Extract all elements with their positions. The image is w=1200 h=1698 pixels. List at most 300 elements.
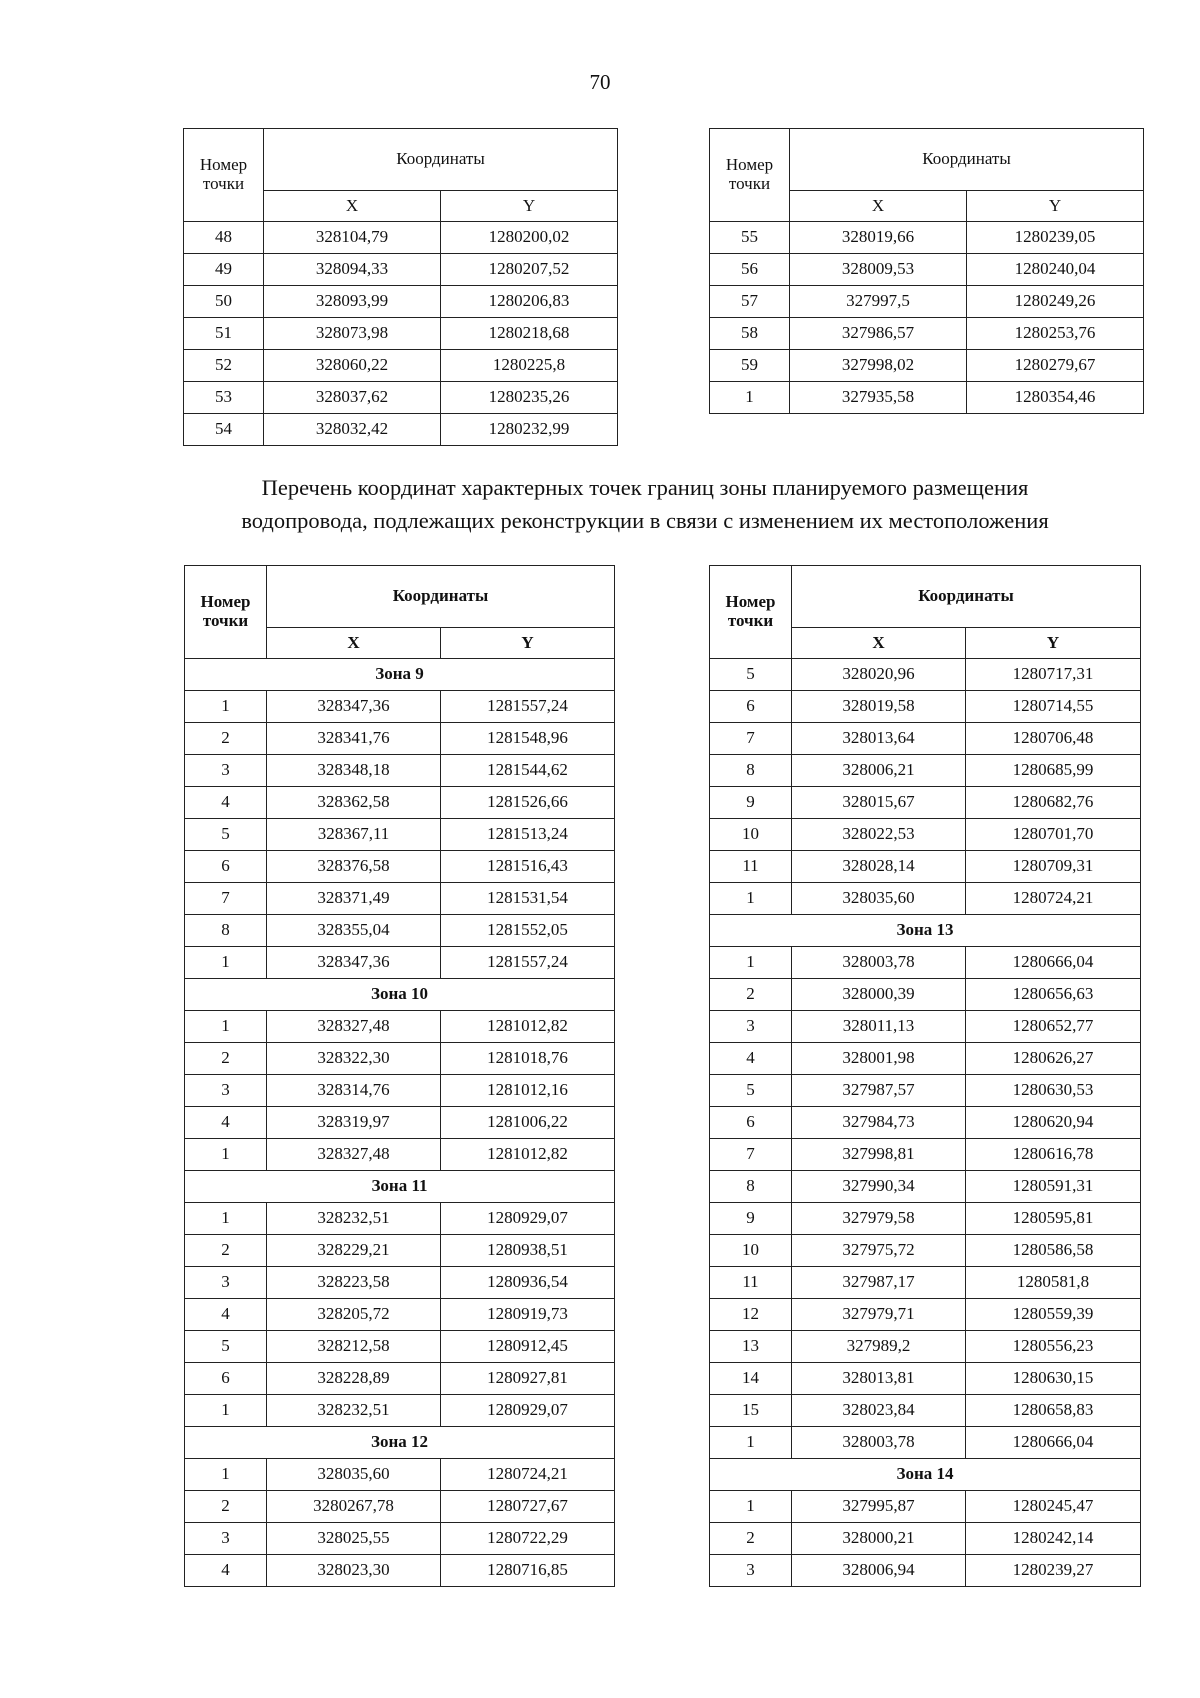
section-heading xyxy=(150,471,1140,537)
y-coordinate-cell: 1280354,46 xyxy=(967,382,1144,414)
point-number-header-line1: Номер xyxy=(725,155,774,175)
y-coordinate-cell: 1280724,21 xyxy=(441,1459,615,1491)
y-coordinate-cell: 1280706,48 xyxy=(966,723,1141,755)
table-row xyxy=(185,1299,615,1331)
table-row xyxy=(185,787,615,819)
y-header: Y xyxy=(441,191,618,222)
y-coordinate-cell: 1281526,66 xyxy=(441,787,615,819)
y-coordinate-cell: 1281544,62 xyxy=(441,755,615,787)
y-coordinate-cell: 1280591,31 xyxy=(966,1171,1141,1203)
point-number-cell: 11 xyxy=(710,1267,792,1299)
y-coordinate-cell: 1280929,07 xyxy=(441,1395,615,1427)
point-number-cell: 49 xyxy=(184,254,264,286)
table-row xyxy=(710,883,1141,915)
x-coordinate-cell: 327986,57 xyxy=(790,318,967,350)
x-coordinate-cell: 328376,58 xyxy=(267,851,441,883)
table-row xyxy=(710,1139,1141,1171)
y-coordinate-cell: 1280559,39 xyxy=(966,1299,1141,1331)
point-number-cell: 2 xyxy=(710,1523,792,1555)
table-row xyxy=(185,1139,615,1171)
y-coordinate-cell: 1281513,24 xyxy=(441,819,615,851)
point-number-cell: 59 xyxy=(710,350,790,382)
y-coordinate-cell: 1280225,8 xyxy=(441,350,618,382)
page-number: 70 xyxy=(589,70,611,94)
y-coordinate-cell: 1280620,94 xyxy=(966,1107,1141,1139)
y-coordinate-cell: 1280206,83 xyxy=(441,286,618,318)
table-row xyxy=(710,1267,1141,1299)
point-number-cell: 54 xyxy=(184,414,264,446)
table-row xyxy=(184,382,618,414)
table-row xyxy=(710,1363,1141,1395)
point-number-header xyxy=(184,129,264,222)
point-number-cell: 14 xyxy=(710,1363,792,1395)
y-coordinate-cell: 1280652,77 xyxy=(966,1011,1141,1043)
x-coordinate-cell: 327979,71 xyxy=(792,1299,966,1331)
point-number-cell: 58 xyxy=(710,318,790,350)
x-coordinate-cell: 328232,51 xyxy=(267,1395,441,1427)
point-number-cell: 5 xyxy=(710,659,792,691)
point-number-cell: 13 xyxy=(710,1331,792,1363)
y-coordinate-cell: 1281012,82 xyxy=(441,1139,615,1171)
y-coordinate-cell: 1280207,52 xyxy=(441,254,618,286)
table-row xyxy=(185,1203,615,1235)
x-coordinate-cell: 327984,73 xyxy=(792,1107,966,1139)
point-number-cell: 8 xyxy=(710,1171,792,1203)
coordinates-header: Координаты xyxy=(264,129,618,191)
table-row xyxy=(710,222,1144,254)
y-coordinate-cell: 1280912,45 xyxy=(441,1331,615,1363)
table-row xyxy=(710,286,1144,318)
point-number-cell: 4 xyxy=(185,1107,267,1139)
point-number-cell: 2 xyxy=(185,1235,267,1267)
zone-label: Зона 11 xyxy=(185,1171,615,1203)
point-number-cell: 1 xyxy=(710,947,792,979)
y-coordinate-cell: 1281012,16 xyxy=(441,1075,615,1107)
point-number-cell: 6 xyxy=(710,1107,792,1139)
y-coordinate-cell: 1280616,78 xyxy=(966,1139,1141,1171)
table-row xyxy=(710,318,1144,350)
x-coordinate-cell: 328019,58 xyxy=(792,691,966,723)
table-row xyxy=(184,350,618,382)
x-coordinate-cell: 328060,22 xyxy=(264,350,441,382)
point-number-cell: 2 xyxy=(185,1043,267,1075)
point-number-cell: 9 xyxy=(710,787,792,819)
point-number-cell: 1 xyxy=(185,1395,267,1427)
table-row xyxy=(710,979,1141,1011)
y-coordinate-cell: 1280239,27 xyxy=(966,1555,1141,1587)
point-number-cell: 6 xyxy=(185,1363,267,1395)
point-number-cell: 8 xyxy=(185,915,267,947)
x-coordinate-cell: 328347,36 xyxy=(267,947,441,979)
point-number-cell: 51 xyxy=(184,318,264,350)
point-number-cell: 48 xyxy=(184,222,264,254)
x-coordinate-cell: 328232,51 xyxy=(267,1203,441,1235)
point-number-cell: 11 xyxy=(710,851,792,883)
y-coordinate-cell: 1281557,24 xyxy=(441,691,615,723)
zone-label: Зона 10 xyxy=(185,979,615,1011)
y-coordinate-cell: 1280630,53 xyxy=(966,1075,1141,1107)
x-coordinate-cell: 328032,42 xyxy=(264,414,441,446)
y-coordinate-cell: 1280249,26 xyxy=(967,286,1144,318)
zone-row xyxy=(710,1459,1141,1491)
x-coordinate-cell: 328073,98 xyxy=(264,318,441,350)
point-number-cell: 1 xyxy=(710,382,790,414)
y-coordinate-cell: 1280240,04 xyxy=(967,254,1144,286)
point-number-cell: 57 xyxy=(710,286,790,318)
point-number-header-line2: точки xyxy=(202,174,245,193)
x-coordinate-cell: 328006,21 xyxy=(792,755,966,787)
point-number-cell: 10 xyxy=(710,819,792,851)
x-coordinate-cell: 328093,99 xyxy=(264,286,441,318)
point-number-cell: 12 xyxy=(710,1299,792,1331)
point-number-cell: 1 xyxy=(185,1139,267,1171)
x-coordinate-cell: 327998,81 xyxy=(792,1139,966,1171)
y-coordinate-cell: 1280581,8 xyxy=(966,1267,1141,1299)
x-coordinate-cell: 328371,49 xyxy=(267,883,441,915)
table-row xyxy=(710,755,1141,787)
point-number-cell: 5 xyxy=(185,819,267,851)
x-coordinate-cell: 328037,62 xyxy=(264,382,441,414)
y-header: Y xyxy=(966,628,1141,659)
section-heading-line2: водопровода, подлежащих реконструкции в связи с изменением их местоположения xyxy=(241,508,1049,533)
x-coordinate-cell: 328223,58 xyxy=(267,1267,441,1299)
table-row xyxy=(185,1107,615,1139)
x-coordinate-cell: 328212,58 xyxy=(267,1331,441,1363)
point-number-cell: 3 xyxy=(710,1011,792,1043)
point-number-cell: 55 xyxy=(710,222,790,254)
point-number-cell: 3 xyxy=(710,1555,792,1587)
table-row xyxy=(185,1043,615,1075)
table-row xyxy=(185,1363,615,1395)
point-number-cell: 7 xyxy=(710,723,792,755)
x-coordinate-cell: 328000,39 xyxy=(792,979,966,1011)
point-number-cell: 2 xyxy=(185,723,267,755)
table-row xyxy=(185,915,615,947)
point-number-cell: 1 xyxy=(710,883,792,915)
x-coordinate-cell: 327989,2 xyxy=(792,1331,966,1363)
x-coordinate-cell: 327987,57 xyxy=(792,1075,966,1107)
point-number-cell: 3 xyxy=(185,1267,267,1299)
table-row xyxy=(710,851,1141,883)
x-coordinate-cell: 328327,48 xyxy=(267,1139,441,1171)
table-row xyxy=(184,414,618,446)
y-coordinate-cell: 1280936,54 xyxy=(441,1267,615,1299)
y-coordinate-cell: 1280595,81 xyxy=(966,1203,1141,1235)
x-coordinate-cell: 328023,84 xyxy=(792,1395,966,1427)
table-row xyxy=(185,1523,615,1555)
y-coordinate-cell: 1281557,24 xyxy=(441,947,615,979)
y-coordinate-cell: 1280279,67 xyxy=(967,350,1144,382)
x-coordinate-cell: 328003,78 xyxy=(792,1427,966,1459)
x-coordinate-cell: 328094,33 xyxy=(264,254,441,286)
table-row xyxy=(710,350,1144,382)
y-coordinate-cell: 1280727,67 xyxy=(441,1491,615,1523)
point-number-header-line1: Номер xyxy=(200,592,251,612)
x-coordinate-cell: 328013,81 xyxy=(792,1363,966,1395)
y-coordinate-cell: 1280245,47 xyxy=(966,1491,1141,1523)
table-row xyxy=(710,1491,1141,1523)
point-number-cell: 1 xyxy=(185,1459,267,1491)
y-coordinate-cell: 1280709,31 xyxy=(966,851,1141,883)
x-header: X xyxy=(792,628,966,659)
y-coordinate-cell: 1280682,76 xyxy=(966,787,1141,819)
y-coordinate-cell: 1281548,96 xyxy=(441,723,615,755)
point-number-header-line2: точки xyxy=(202,611,249,630)
x-coordinate-cell: 328367,11 xyxy=(267,819,441,851)
table-row xyxy=(710,1171,1141,1203)
point-number-cell: 15 xyxy=(710,1395,792,1427)
x-header: X xyxy=(267,628,441,659)
point-number-cell: 53 xyxy=(184,382,264,414)
coordinates-header: Координаты xyxy=(790,129,1144,191)
y-coordinate-cell: 1280242,14 xyxy=(966,1523,1141,1555)
table-row xyxy=(710,1235,1141,1267)
y-coordinate-cell: 1280685,99 xyxy=(966,755,1141,787)
y-coordinate-cell: 1281012,82 xyxy=(441,1011,615,1043)
table-row xyxy=(710,1107,1141,1139)
x-coordinate-cell: 328028,14 xyxy=(792,851,966,883)
table-row xyxy=(710,1427,1141,1459)
zone-row xyxy=(185,979,615,1011)
table-row xyxy=(710,1331,1141,1363)
point-number-cell: 1 xyxy=(185,1203,267,1235)
x-coordinate-cell: 328025,55 xyxy=(267,1523,441,1555)
point-number-cell: 2 xyxy=(185,1491,267,1523)
x-coordinate-cell: 327990,34 xyxy=(792,1171,966,1203)
zone-label: Зона 12 xyxy=(185,1427,615,1459)
y-coordinate-cell: 1280658,83 xyxy=(966,1395,1141,1427)
table-row xyxy=(185,691,615,723)
table-row xyxy=(185,755,615,787)
y-coordinate-cell: 1280938,51 xyxy=(441,1235,615,1267)
zone-label: Зона 9 xyxy=(185,659,615,691)
table-row xyxy=(710,1075,1141,1107)
table-row xyxy=(184,254,618,286)
table-row xyxy=(185,1555,615,1587)
y-coordinate-cell: 1281006,22 xyxy=(441,1107,615,1139)
point-number-cell: 5 xyxy=(710,1075,792,1107)
point-number-cell: 4 xyxy=(710,1043,792,1075)
point-number-header-line2: точки xyxy=(728,174,771,193)
table-row xyxy=(710,1299,1141,1331)
table-row xyxy=(185,1395,615,1427)
x-coordinate-cell: 328228,89 xyxy=(267,1363,441,1395)
y-coordinate-cell: 1280666,04 xyxy=(966,947,1141,979)
point-number-cell: 5 xyxy=(185,1331,267,1363)
x-coordinate-cell: 328009,53 xyxy=(790,254,967,286)
y-coordinate-cell: 1280717,31 xyxy=(966,659,1141,691)
coordinates-table-bottom-left xyxy=(184,565,615,1587)
point-number-cell: 3 xyxy=(185,1075,267,1107)
table-row xyxy=(710,1523,1141,1555)
x-coordinate-cell: 328015,67 xyxy=(792,787,966,819)
x-coordinate-cell: 328035,60 xyxy=(267,1459,441,1491)
point-number-cell: 4 xyxy=(185,1299,267,1331)
x-coordinate-cell: 328341,76 xyxy=(267,723,441,755)
coordinates-table-top-left xyxy=(183,128,618,446)
y-coordinate-cell: 1280929,07 xyxy=(441,1203,615,1235)
y-coordinate-cell: 1280656,63 xyxy=(966,979,1141,1011)
x-coordinate-cell: 328013,64 xyxy=(792,723,966,755)
x-coordinate-cell: 328019,66 xyxy=(790,222,967,254)
table-row xyxy=(185,1267,615,1299)
table-row xyxy=(710,787,1141,819)
x-coordinate-cell: 328001,98 xyxy=(792,1043,966,1075)
point-number-cell: 1 xyxy=(710,1427,792,1459)
x-coordinate-cell: 328362,58 xyxy=(267,787,441,819)
y-coordinate-cell: 1280586,58 xyxy=(966,1235,1141,1267)
table-row xyxy=(185,1459,615,1491)
point-number-cell: 6 xyxy=(710,691,792,723)
x-coordinate-cell: 3280267,78 xyxy=(267,1491,441,1523)
section-heading-line1: Перечень координат характерных точек границ зоны планируемого размещения xyxy=(261,475,1029,500)
x-coordinate-cell: 328355,04 xyxy=(267,915,441,947)
point-number-cell: 1 xyxy=(710,1491,792,1523)
table-row xyxy=(185,851,615,883)
coordinates-header: Координаты xyxy=(267,566,615,628)
table-row xyxy=(710,1395,1141,1427)
coordinates-table-bottom-right xyxy=(709,565,1141,1587)
y-coordinate-cell: 1280714,55 xyxy=(966,691,1141,723)
table-row xyxy=(710,691,1141,723)
x-coordinate-cell: 328314,76 xyxy=(267,1075,441,1107)
point-number-cell: 4 xyxy=(185,787,267,819)
zone-label: Зона 14 xyxy=(710,1459,1141,1491)
table-row xyxy=(710,1011,1141,1043)
table-row xyxy=(185,883,615,915)
x-coordinate-cell: 328322,30 xyxy=(267,1043,441,1075)
x-coordinate-cell: 328319,97 xyxy=(267,1107,441,1139)
x-coordinate-cell: 327979,58 xyxy=(792,1203,966,1235)
x-header: X xyxy=(264,191,441,222)
point-number-cell: 56 xyxy=(710,254,790,286)
y-coordinate-cell: 1280701,70 xyxy=(966,819,1141,851)
point-number-header xyxy=(710,566,792,659)
x-coordinate-cell: 328020,96 xyxy=(792,659,966,691)
y-coordinate-cell: 1280200,02 xyxy=(441,222,618,254)
x-coordinate-cell: 327995,87 xyxy=(792,1491,966,1523)
table-row xyxy=(185,1235,615,1267)
x-coordinate-cell: 328023,30 xyxy=(267,1555,441,1587)
x-coordinate-cell: 328000,21 xyxy=(792,1523,966,1555)
table-row xyxy=(185,1075,615,1107)
y-coordinate-cell: 1281552,05 xyxy=(441,915,615,947)
y-coordinate-cell: 1280218,68 xyxy=(441,318,618,350)
y-coordinate-cell: 1280630,15 xyxy=(966,1363,1141,1395)
y-coordinate-cell: 1281018,76 xyxy=(441,1043,615,1075)
x-coordinate-cell: 328229,21 xyxy=(267,1235,441,1267)
y-coordinate-cell: 1280239,05 xyxy=(967,222,1144,254)
table-row xyxy=(185,1491,615,1523)
x-coordinate-cell: 328035,60 xyxy=(792,883,966,915)
x-coordinate-cell: 328327,48 xyxy=(267,1011,441,1043)
y-coordinate-cell: 1281531,54 xyxy=(441,883,615,915)
y-coordinate-cell: 1280722,29 xyxy=(441,1523,615,1555)
point-number-cell: 2 xyxy=(710,979,792,1011)
point-number-header xyxy=(710,129,790,222)
zone-label: Зона 13 xyxy=(710,915,1141,947)
table-row xyxy=(710,659,1141,691)
y-coordinate-cell: 1280253,76 xyxy=(967,318,1144,350)
point-number-cell: 52 xyxy=(184,350,264,382)
y-coordinate-cell: 1280235,26 xyxy=(441,382,618,414)
y-coordinate-cell: 1280626,27 xyxy=(966,1043,1141,1075)
table-row xyxy=(185,947,615,979)
y-coordinate-cell: 1280556,23 xyxy=(966,1331,1141,1363)
point-number-cell: 7 xyxy=(185,883,267,915)
point-number-header-line2: точки xyxy=(727,611,774,630)
x-coordinate-cell: 328104,79 xyxy=(264,222,441,254)
x-coordinate-cell: 327935,58 xyxy=(790,382,967,414)
x-header: X xyxy=(790,191,967,222)
table-row xyxy=(710,1555,1141,1587)
x-coordinate-cell: 327998,02 xyxy=(790,350,967,382)
zone-row xyxy=(185,659,615,691)
x-coordinate-cell: 328205,72 xyxy=(267,1299,441,1331)
x-coordinate-cell: 328022,53 xyxy=(792,819,966,851)
table-row xyxy=(710,819,1141,851)
y-coordinate-cell: 1280927,81 xyxy=(441,1363,615,1395)
x-coordinate-cell: 328011,13 xyxy=(792,1011,966,1043)
table-row xyxy=(184,286,618,318)
table-row xyxy=(710,1203,1141,1235)
point-number-cell: 1 xyxy=(185,947,267,979)
table-row xyxy=(185,1331,615,1363)
zone-row xyxy=(710,915,1141,947)
x-coordinate-cell: 328006,94 xyxy=(792,1555,966,1587)
table-row xyxy=(184,222,618,254)
point-number-cell: 50 xyxy=(184,286,264,318)
y-coordinate-cell: 1280716,85 xyxy=(441,1555,615,1587)
point-number-cell: 1 xyxy=(185,1011,267,1043)
point-number-cell: 3 xyxy=(185,755,267,787)
zone-row xyxy=(185,1171,615,1203)
point-number-cell: 6 xyxy=(185,851,267,883)
y-coordinate-cell: 1280666,04 xyxy=(966,1427,1141,1459)
point-number-cell: 7 xyxy=(710,1139,792,1171)
point-number-cell: 10 xyxy=(710,1235,792,1267)
table-row xyxy=(185,1011,615,1043)
table-row xyxy=(710,947,1141,979)
table-row xyxy=(184,318,618,350)
point-number-header-line1: Номер xyxy=(199,155,248,175)
coordinates-header: Координаты xyxy=(792,566,1141,628)
point-number-cell: 9 xyxy=(710,1203,792,1235)
y-header: Y xyxy=(441,628,615,659)
y-coordinate-cell: 1280724,21 xyxy=(966,883,1141,915)
point-number-cell: 8 xyxy=(710,755,792,787)
x-coordinate-cell: 327975,72 xyxy=(792,1235,966,1267)
table-row xyxy=(710,723,1141,755)
y-coordinate-cell: 1280919,73 xyxy=(441,1299,615,1331)
point-number-header xyxy=(185,566,267,659)
point-number-cell: 3 xyxy=(185,1523,267,1555)
point-number-cell: 1 xyxy=(185,691,267,723)
y-header: Y xyxy=(967,191,1144,222)
x-coordinate-cell: 328347,36 xyxy=(267,691,441,723)
x-coordinate-cell: 327997,5 xyxy=(790,286,967,318)
x-coordinate-cell: 327987,17 xyxy=(792,1267,966,1299)
table-row xyxy=(710,382,1144,414)
x-coordinate-cell: 328003,78 xyxy=(792,947,966,979)
zone-row xyxy=(185,1427,615,1459)
point-number-cell: 4 xyxy=(185,1555,267,1587)
table-row xyxy=(185,819,615,851)
y-coordinate-cell: 1281516,43 xyxy=(441,851,615,883)
table-row xyxy=(185,723,615,755)
point-number-header-line1: Номер xyxy=(725,592,776,612)
coordinates-table-top-right xyxy=(709,128,1144,414)
